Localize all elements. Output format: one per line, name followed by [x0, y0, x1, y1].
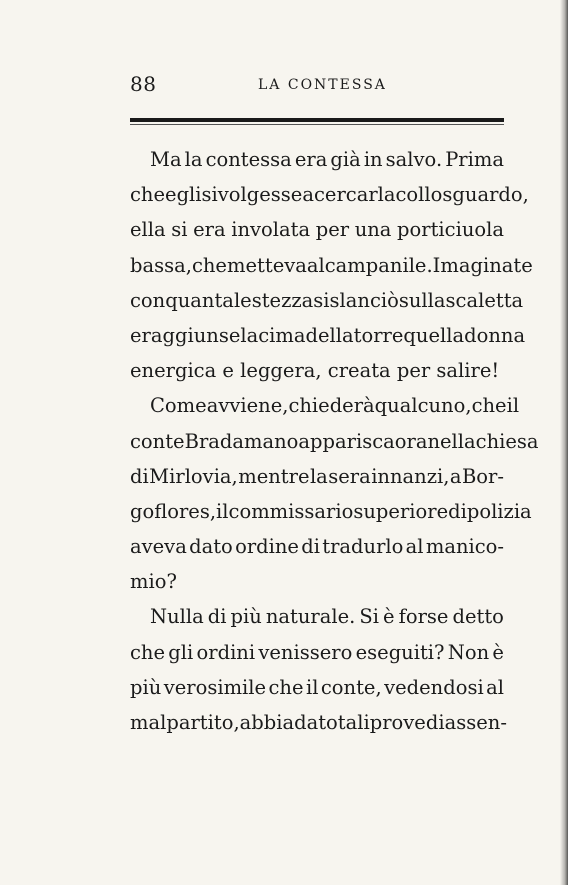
header-rule: [130, 118, 504, 122]
text-line: di Mirlovia, mentre la sera innanzi, a Bor-: [130, 464, 504, 488]
page-header: [130, 72, 504, 100]
text-line: Ma la contessa era già in salvo. Prima: [150, 148, 504, 171]
text-line: ella si era involata per una porticiuola: [130, 218, 504, 242]
text-line: mio?: [130, 570, 177, 594]
page-edge-shadow: [560, 0, 568, 885]
header-rule-thin: [130, 124, 504, 125]
text-line: goflores, il commissario superiore di polizia: [130, 499, 532, 523]
page-number: 88: [130, 72, 157, 96]
text-line: mal partito, abbia dato tali prove di assen-: [130, 711, 507, 734]
text-line: energica e leggera, creata per salire!: [130, 359, 500, 383]
text-line: che egli si volgesse a cercarla collo sguardo,: [130, 183, 529, 207]
text-line: bassa, che metteva al campanile. Imaginate: [130, 253, 533, 277]
text-line: Come avviene, chiederà qualcuno, che il: [150, 394, 520, 418]
text-line: conte Bradamano apparisca ora nella chiesa: [130, 429, 539, 453]
text-line: Nulla di più naturale. Si è forse detto: [150, 605, 504, 629]
text-line: con quanta lestezza si slanciò sulla scaletta: [130, 288, 524, 312]
text-line: più verosimile che il conte, vedendosi al: [130, 675, 504, 699]
text-line: aveva dato ordine di tradurlo al manico-: [130, 535, 504, 559]
running-title: LA CONTESSA: [258, 77, 387, 93]
body-text: [130, 142, 539, 740]
text-line: e raggiunse la cima della torre quella donna: [130, 323, 526, 347]
text-line: che gli ordini venissero eseguiti? Non è: [130, 640, 504, 664]
